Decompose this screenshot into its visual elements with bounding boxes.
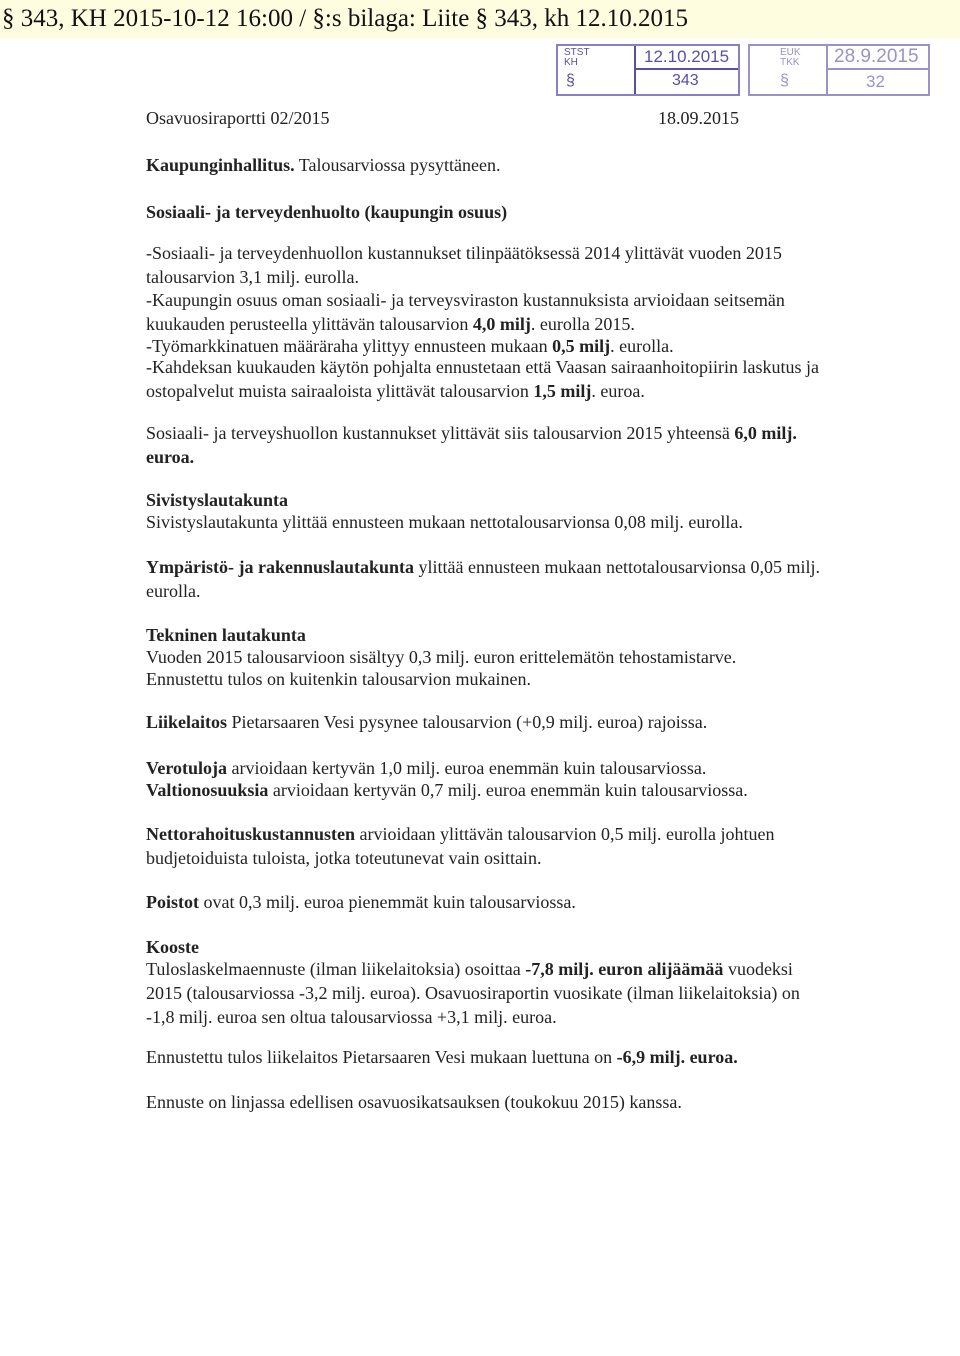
verotulot-heading: Verotuloja	[146, 758, 227, 778]
verotulot-paragraph	[146, 756, 826, 780]
stamp-divider	[826, 46, 828, 94]
text-span: . euroa.	[591, 381, 645, 401]
text-span: arvioidaan ylittävän talousarvion 0,5 milj. eurolla johtuen budjetoiduista tuloista, jotka toteutunevat vain osittain.	[146, 824, 775, 868]
social-paragraph-4	[146, 355, 826, 403]
liikelaitos-heading: Liikelaitos	[146, 712, 228, 732]
sivistys-heading: Sivistyslautakunta	[146, 490, 289, 510]
kooste-paragraph	[146, 957, 826, 1029]
text-span: ylittää ennusteen mukaan nettotalousarvionsa 0,05 milj. eurolla.	[146, 557, 820, 601]
text-span: Ennustettu tulos liikelaitos Pietarsaaren Vesi mukaan luettuna on	[146, 1047, 617, 1067]
stamp-divider	[634, 46, 636, 94]
stamp-date: 28.9.2015	[834, 46, 919, 67]
stamp-section-symbol: §	[780, 72, 789, 89]
stamp-section-symbol: §	[566, 72, 575, 89]
social-paragraph-1: -Sosiaali- ja terveydenhuollon kustannukset tilinpäätöksessä 2014 ylittävät vuoden 2015 talousarvion 3,1 milj. eurolla.	[146, 243, 782, 287]
report-date: 18.09.2015	[658, 108, 739, 128]
text-span: Sosiaali- ja terveyshuollon kustannukset ylittävät siis talousarvion 2015 yhteensä	[146, 423, 735, 443]
stamp-number: 343	[672, 72, 699, 89]
ymparisto-heading: Ympäristö- ja rakennuslautakunta	[146, 557, 415, 577]
stamp-label-bottom: KH	[564, 57, 578, 68]
social-heading: Sosiaali- ja terveydenhuolto (kaupungin osuus)	[146, 202, 508, 222]
text-span: Pietarsaaren Vesi pysynee talousarvion (+0,9 milj. euroa) rajoissa.	[227, 712, 708, 732]
text-span: -Kaupungin osuus oman sosiaali- ja terveysviraston kustannuksista arvioidaan seitsemän kuukauden perusteella ylittävän talousarvion	[146, 290, 785, 334]
nettorahoitus-heading: Nettorahoituskustannusten	[146, 824, 356, 844]
bold-amount: -7,8 milj. euron alijäämää	[525, 959, 724, 979]
stamp-number: 32	[866, 72, 885, 91]
stamp-divider	[826, 68, 930, 70]
text-span: arvioidaan kertyvän 1,0 milj. euroa enemmän kuin talousarviossa.	[227, 758, 707, 778]
stamp-label	[780, 48, 801, 68]
kaupunginhallitus-text: Talousarviossa pysyttäneen.	[294, 155, 501, 175]
linjassa-paragraph: Ennuste on linjassa edellisen osavuosikatsauksen (toukokuu 2015) kanssa.	[146, 1092, 682, 1112]
liikelaitos-paragraph	[146, 710, 826, 734]
stamp-label-top: STST	[564, 47, 590, 58]
kaupunginhallitus-paragraph	[146, 153, 826, 177]
sivistys-text: Sivistyslautakunta ylittää ennusteen mukaan nettotalousarvionsa 0,08 milj. eurolla.	[146, 512, 743, 532]
stamp-divider	[634, 68, 738, 70]
stamp-label	[564, 48, 590, 68]
stamp-label-bottom: TKK	[780, 57, 800, 68]
stamp-euktkk	[748, 44, 930, 96]
stamp-ststkh	[556, 44, 740, 96]
stamp-date: 12.10.2015	[644, 47, 730, 66]
bold-amount: -6,9 milj. euroa.	[616, 1047, 738, 1067]
tekninen-line-2: Ennustettu tulos on kuitenkin talousarvion mukainen.	[146, 669, 531, 689]
bold-amount: 4,0 milj	[472, 314, 531, 334]
nettorahoitus-paragraph	[146, 822, 826, 870]
bold-amount: 0,5 milj	[552, 336, 611, 356]
text-span: vuodeksi 2015 (talousarviossa -3,2 milj. euroa). Osavuosiraportin vuosikate (ilman liikelaitoksia) on -1,8 milj. euroa sen oltua talousarviossa +3,1 milj. euroa.	[146, 959, 800, 1027]
poistot-heading: Poistot	[146, 892, 199, 912]
text-span: -Työmarkkinatuen määräraha ylittyy ennusteen mukaan	[146, 336, 553, 356]
stamp-label-top: EUK	[780, 47, 801, 58]
text-span: . eurolla 2015.	[530, 314, 635, 334]
ennuste-paragraph	[146, 1045, 826, 1069]
tekninen-heading: Tekninen lautakunta	[146, 625, 306, 645]
document-banner: § 343, KH 2015-10-12 16:00 / §:s bilaga: Liite § 343, kh 12.10.2015	[0, 0, 960, 38]
text-span: arvioidaan kertyvän 0,7 milj. euroa enemmän kuin talousarviossa.	[268, 780, 748, 800]
social-paragraph-2	[146, 288, 826, 336]
text-span: Tuloslaskelmaennuste (ilman liikelaitoksia) osoittaa	[146, 959, 526, 979]
bold-amount: 6,0 milj. euroa.	[146, 423, 797, 467]
text-span: . eurolla.	[610, 336, 674, 356]
ymparisto-paragraph	[146, 555, 826, 603]
text-span: ovat 0,3 milj. euroa pienemmät kuin talousarviossa.	[199, 892, 576, 912]
valtionosuudet-paragraph	[146, 778, 826, 802]
kaupunginhallitus-heading: Kaupunginhallitus.	[146, 155, 295, 175]
social-total	[146, 421, 826, 469]
poistot-paragraph	[146, 890, 826, 914]
report-title: Osavuosiraportti 02/2015	[146, 108, 330, 128]
text-span: -Kahdeksan kuukauden käytön pohjalta ennustetaan että Vaasan sairaanhoitopiirin laskutus ja ostopalvelut muista sairaaloista ylittävät talousarvion	[146, 357, 819, 401]
valtionosuudet-heading: Valtionosuuksia	[146, 780, 269, 800]
bold-amount: 1,5 milj	[533, 381, 592, 401]
kooste-heading: Kooste	[146, 937, 199, 957]
tekninen-line-1: Vuoden 2015 talousarvioon sisältyy 0,3 milj. euron erittelemätön tehostamistarve.	[146, 647, 737, 667]
